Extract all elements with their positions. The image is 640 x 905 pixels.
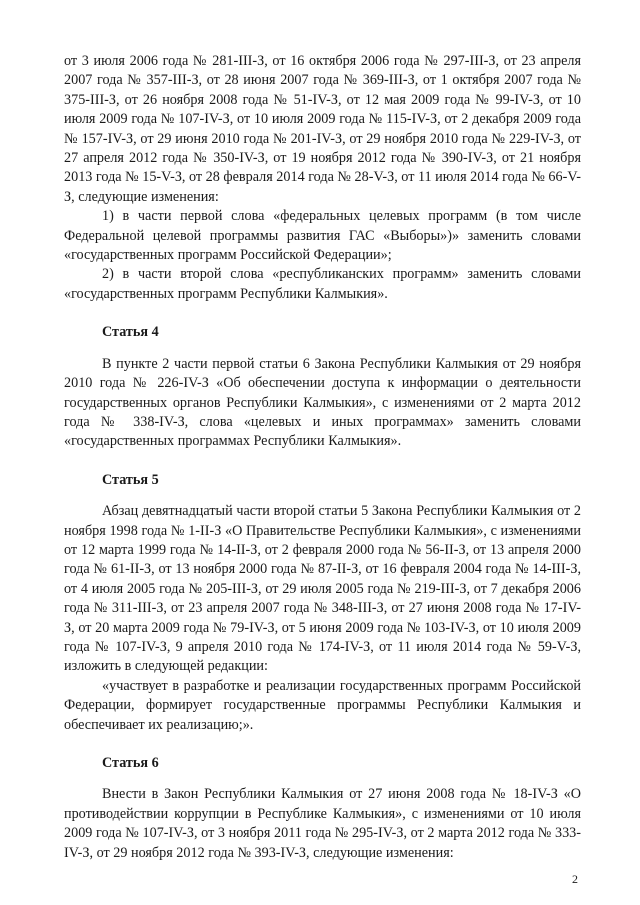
- paragraph-item-1: 1) в части первой слова «федеральных целевых программ (в том числе Федеральной целевой программы развития ГАС «Выборы»)» заменить словами «государственных программ Российской Федерации»;: [64, 208, 581, 264]
- page-number: 2: [572, 872, 578, 886]
- paragraph-item-2: 2) в части второй слова «республиканских программ» заменить словами «государственных программ Республики Калмыкия».: [64, 266, 581, 302]
- document-page: [64, 52, 581, 863]
- paragraph-article-4: В пункте 2 части первой статьи 6 Закона Республики Калмыкия от 29 ноября 2010 года № 226-IV-З «Об обеспечении доступа к информации о деятельности государственных органов Республики Калмыкия», с изменениями от 2 марта 2012 года № 338-IV-З, слова «целевых и иных программах» заменить словами «государственных программах Республики Калмыкия».: [64, 355, 581, 450]
- heading-article-4: Статья 4: [102, 324, 159, 341]
- paragraph-amendments-list: от 3 июля 2006 года № 281-III-З, от 16 октября 2006 года № 297-III-З, от 23 апреля 2007 года № 357-III-З, от 28 июня 2007 года № 369-III-З, от 1 октября 2007 года № 375-III-З, от 26 ноября 2008 года № 51-IV-З, от 12 мая 2009 года № 99-IV-З, от 10 июля 2009 года № 107-IV-З, от 10 июля 2009 года № 115-IV-З, от 2 декабря 2009 года № 157-IV-З, от 29 июня 2010 года № 201-IV-З, от 29 ноября 2010 года № 229-IV-З, от 27 апреля 2012 года № 350-IV-З, от 19 ноября 2012 года № 390-IV-З, от 21 ноября 2013 года № 15-V-З, от 28 февраля 2014 года № 28-V-З, от 11 июля 2014 года № 66-V-З, следующие изменения:: [64, 53, 581, 205]
- paragraph-article-6: Внести в Закон Республики Калмыкия от 27 июня 2008 года № 18-IV-З «О противодействии коррупции в Республике Калмыкия», с изменениями от 10 июля 2009 года № 107-IV-З, от 3 ноября 2011 года № 295-IV-З, от 2 марта 2012 года № 333-IV-З, от 29 ноября 2012 года № 393-IV-З, следующие изменения:: [64, 786, 581, 861]
- heading-article-5: Статья 5: [102, 471, 159, 488]
- paragraph-article-5: Абзац девятнадцатый части второй статьи 5 Закона Республики Калмыкия от 2 ноября 1998 года № 1-II-З «О Правительстве Республики Калмыкия», с изменениями от 12 марта 1999 года № 14-II-З, от 2 февраля 2000 года № 56-II-З, от 13 апреля 2000 года № 61-II-З, от 13 ноября 2000 года № 87-II-З, от 16 февраля 2004 года № 14-III-З, от 4 июля 2005 года № 205-III-З, от 29 июля 2005 года № 219-III-З, от 7 декабря 2006 года № 311-III-З, от 23 апреля 2007 года № 348-III-З, от 27 июня 2008 года № 17-IV-З, от 20 марта 2009 года № 79-IV-З, от 5 июня 2009 года № 103-IV-З, от 10 июля 2009 года № 107-IV-З, 9 апреля 2010 года № 174-IV-З, от 11 июля 2014 года № 59-V-З, изложить в следующей редакции:: [64, 503, 581, 675]
- heading-article-6: Статья 6: [102, 755, 159, 771]
- paragraph-article-5-quote: «участвует в разработке и реализации государственных программ Российской Федерации, формирует государственные программы Республики Калмыкия и обеспечивает их реализацию;».: [64, 677, 581, 733]
